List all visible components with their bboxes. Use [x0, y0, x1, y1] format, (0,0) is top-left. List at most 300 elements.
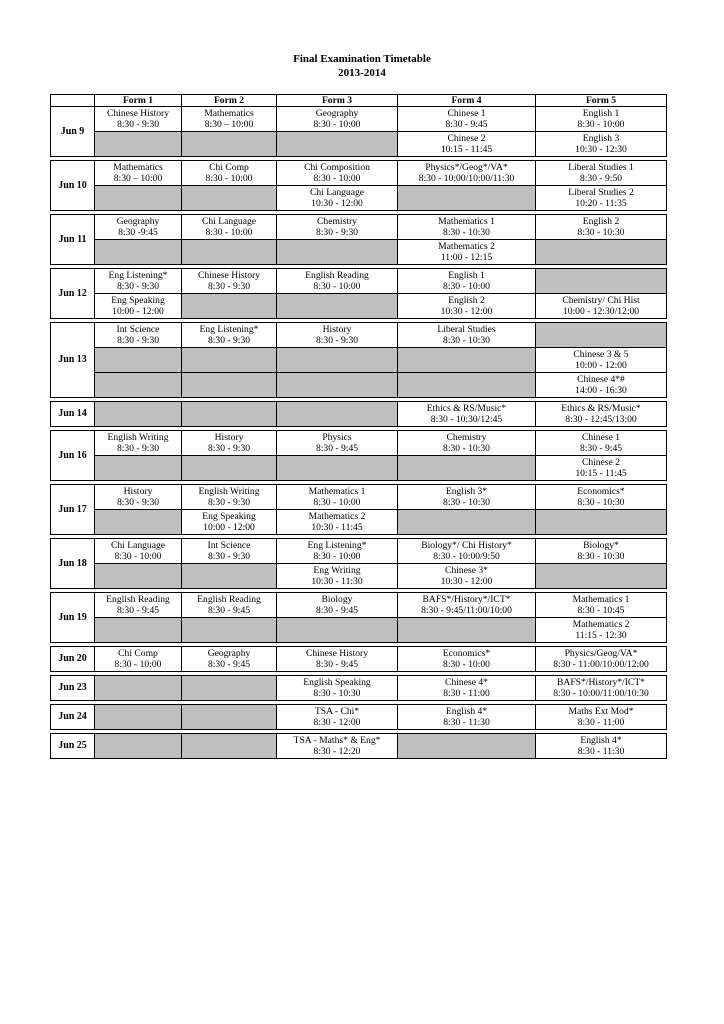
exam-cell: [536, 676, 667, 701]
exam-subject: Physics: [322, 431, 352, 443]
exam-cell: [536, 373, 667, 398]
exam-time: 10:30 - 12:00: [311, 198, 363, 209]
exam-time: 8:30 - 10:30: [443, 227, 490, 238]
table-row: [51, 618, 667, 643]
exam-cell: [536, 539, 667, 564]
table-row: [51, 539, 667, 564]
exam-cell: [398, 705, 536, 730]
table-row: [51, 240, 667, 265]
exam-time: 8:30 - 12:45/13:00: [565, 414, 637, 425]
empty-shaded-cell: [398, 373, 536, 398]
exam-cell: [95, 107, 182, 132]
exam-time: 8:30 - 10:00/10:00/11:30: [418, 173, 515, 184]
date-cell: Jun 9: [51, 107, 95, 157]
exam-time: 8:30 - 10:00: [313, 281, 361, 292]
empty-shaded-cell: [182, 132, 277, 157]
table-row: [51, 647, 667, 672]
table-row: [51, 705, 667, 730]
exam-subject: Chinese 3 & 5: [573, 348, 629, 360]
header-cell-date: [51, 95, 95, 107]
exam-subject: Biology*/ Chi History*: [421, 539, 512, 551]
exam-cell: [536, 485, 667, 510]
exam-subject: History: [123, 485, 153, 497]
exam-time: 8:30 - 9:30: [315, 335, 359, 346]
exam-subject: English Speaking: [303, 676, 371, 688]
exam-time: 8:30 - 10:00: [443, 659, 490, 670]
page-subtitle: 2013-2014: [338, 67, 386, 79]
exam-subject: History: [214, 431, 244, 443]
exam-cell: [398, 593, 536, 618]
exam-time: 10:30 - 12:30: [575, 144, 627, 155]
empty-shaded-cell: [95, 240, 182, 265]
exam-cell: [182, 647, 277, 672]
exam-time: 8:30 - 10:00/9:50: [433, 551, 500, 562]
exam-subject: Chemistry: [317, 215, 357, 227]
exam-time: 8:30 - 9:30: [116, 281, 160, 292]
exam-time: 10:00 - 12:00: [575, 360, 627, 371]
date-cell: Jun 11: [51, 215, 95, 265]
exam-cell: [95, 431, 182, 456]
exam-cell: [536, 618, 667, 643]
table-row: [51, 593, 667, 618]
exam-subject: BAFS*/History*/ICT*: [557, 676, 645, 688]
date-cell: Jun 25: [51, 734, 95, 759]
empty-shaded-cell: [95, 510, 182, 535]
exam-subject: English Writing: [107, 431, 169, 443]
exam-subject: Int Science: [116, 323, 160, 335]
exam-cell: [277, 676, 398, 701]
exam-cell: [398, 215, 536, 240]
date-cell: Jun 12: [51, 269, 95, 319]
exam-time: 8:30 - 9:30: [116, 443, 160, 454]
exam-time: 11:00 - 12:15: [440, 252, 493, 263]
exam-cell: [536, 186, 667, 211]
empty-shaded-cell: [95, 618, 182, 643]
empty-shaded-cell: [277, 373, 398, 398]
table-row: [51, 323, 667, 348]
exam-subject: Mathematics 2: [308, 510, 366, 522]
empty-shaded-cell: [182, 348, 277, 373]
exam-subject: English 3: [582, 132, 620, 144]
exam-time: 8:30 - 9:30: [207, 551, 251, 562]
empty-shaded-cell: [277, 294, 398, 319]
exam-subject: Ethics & RS/Music*: [561, 402, 641, 414]
empty-shaded-cell: [182, 676, 277, 701]
exam-time: 8:30 - 10:00: [114, 551, 162, 562]
empty-shaded-cell: [398, 734, 536, 759]
exam-subject: English 1: [448, 269, 485, 281]
table-row: [51, 564, 667, 589]
exam-cell: [398, 431, 536, 456]
empty-shaded-cell: [95, 402, 182, 427]
table-row: [51, 485, 667, 510]
table-row: [51, 431, 667, 456]
empty-shaded-cell: [277, 618, 398, 643]
date-cell: Jun 20: [51, 647, 95, 672]
date-cell: Jun 17: [51, 485, 95, 535]
exam-time: 10:20 - 11:35: [575, 198, 627, 209]
exam-cell: [95, 485, 182, 510]
exam-cell: [277, 539, 398, 564]
exam-subject: English Reading: [305, 269, 369, 281]
exam-cell: [277, 269, 398, 294]
exam-cell: [182, 510, 277, 535]
exam-time: 8:30 - 9:30: [207, 281, 251, 292]
exam-subject: Mathematics 1: [572, 593, 630, 605]
exam-cell: [398, 269, 536, 294]
header-row: [51, 95, 667, 107]
exam-time: 8:30 - 10:30: [577, 227, 625, 238]
exam-time: 8:30 - 9:45: [207, 659, 251, 670]
empty-shaded-cell: [536, 240, 667, 265]
exam-cell: [398, 676, 536, 701]
empty-shaded-cell: [398, 510, 536, 535]
exam-subject: Economics*: [442, 647, 491, 659]
exam-cell: [277, 431, 398, 456]
exam-time: 8:30 - 10:30: [443, 443, 490, 454]
empty-shaded-cell: [398, 618, 536, 643]
exam-time: 8:30 - 10:00: [313, 497, 361, 508]
timetable-body: [51, 107, 667, 759]
exam-cell: [182, 269, 277, 294]
exam-cell: [95, 161, 182, 186]
empty-shaded-cell: [536, 510, 667, 535]
exam-time: 11:15 - 12:30: [575, 630, 627, 641]
header-cell-form-3: Form 3: [277, 95, 398, 107]
exam-subject: Chinese 4*#: [577, 373, 625, 385]
exam-cell: [398, 107, 536, 132]
exam-subject: English 4*: [445, 705, 488, 717]
date-cell: Jun 23: [51, 676, 95, 701]
empty-shaded-cell: [398, 348, 536, 373]
empty-shaded-cell: [536, 269, 667, 294]
exam-cell: [277, 323, 398, 348]
exam-cell: [536, 431, 667, 456]
exam-timetable: [50, 94, 667, 759]
exam-cell: [536, 402, 667, 427]
exam-time: 8:30 - 9:45: [579, 443, 623, 454]
exam-cell: [277, 161, 398, 186]
empty-shaded-cell: [536, 323, 667, 348]
exam-cell: [398, 564, 536, 589]
exam-subject: Geography: [315, 107, 359, 119]
exam-cell: [277, 485, 398, 510]
exam-subject: Eng Listening*: [108, 269, 168, 281]
exam-time: 8:30 - 9:30: [116, 497, 160, 508]
empty-shaded-cell: [95, 373, 182, 398]
exam-cell: [277, 510, 398, 535]
table-row: [51, 734, 667, 759]
exam-subject: Mathematics 1: [308, 485, 366, 497]
table-row: [51, 161, 667, 186]
exam-time: 8:30 - 9:30: [315, 227, 359, 238]
table-row: [51, 186, 667, 211]
table-row: [51, 132, 667, 157]
exam-subject: Chinese 1: [581, 431, 621, 443]
exam-time: 8:30 - 11:00/10:00/12:00: [553, 659, 649, 670]
empty-shaded-cell: [277, 456, 398, 481]
exam-subject: Maths Ext Mod*: [568, 705, 634, 717]
exam-time: 8:30 - 9:50: [579, 173, 623, 184]
exam-time: 10:15 - 11:45: [440, 144, 493, 155]
exam-cell: [277, 215, 398, 240]
exam-cell: [536, 456, 667, 481]
exam-time: 10:00 - 12:00: [112, 306, 164, 317]
exam-subject: Chinese History: [197, 269, 261, 281]
exam-subject: English Writing: [198, 485, 260, 497]
exam-cell: [398, 161, 536, 186]
exam-cell: [398, 323, 536, 348]
exam-subject: Eng Writing: [313, 564, 361, 576]
exam-time: 8:30 - 9:45: [445, 119, 488, 130]
exam-subject: Chinese History: [106, 107, 170, 119]
exam-subject: History: [322, 323, 352, 335]
exam-subject: Liberal Studies 2: [568, 186, 634, 198]
exam-subject: Chinese History: [305, 647, 369, 659]
exam-subject: TSA - Chi*: [314, 705, 360, 717]
exam-subject: Ethics & RS/Music*: [426, 402, 507, 414]
exam-time: 8:30 - 9:45: [116, 605, 160, 616]
exam-cell: [536, 348, 667, 373]
header-cell-form-2: Form 2: [182, 95, 277, 107]
exam-time: 10:30 - 12:00: [440, 306, 493, 317]
empty-shaded-cell: [277, 240, 398, 265]
exam-cell: [277, 734, 398, 759]
exam-time: 8:30 - 9:30: [207, 443, 251, 454]
table-row: [51, 215, 667, 240]
exam-subject: Biology*: [583, 539, 619, 551]
table-row: [51, 402, 667, 427]
exam-time: 8:30 - 10:00: [443, 281, 490, 292]
exam-subject: Eng Listening*: [307, 539, 367, 551]
exam-cell: [536, 734, 667, 759]
exam-time: 8:30 - 9:45/11:00/10:00: [421, 605, 512, 616]
exam-cell: [398, 132, 536, 157]
empty-shaded-cell: [95, 734, 182, 759]
date-cell: Jun 14: [51, 402, 95, 427]
table-row: [51, 294, 667, 319]
exam-cell: [182, 323, 277, 348]
exam-time: 8:30 - 10:00: [313, 173, 361, 184]
exam-subject: English 1: [582, 107, 620, 119]
header-cell-form-5: Form 5: [536, 95, 667, 107]
exam-subject: Mathematics: [204, 107, 254, 119]
exam-cell: [277, 705, 398, 730]
table-row: [51, 456, 667, 481]
exam-subject: Chinese 2: [447, 132, 486, 144]
empty-shaded-cell: [95, 456, 182, 481]
exam-subject: Economics*: [577, 485, 625, 497]
exam-subject: Liberal Studies 1: [568, 161, 634, 173]
exam-cell: [95, 294, 182, 319]
exam-time: 14:00 - 16:30: [575, 385, 627, 396]
exam-cell: [95, 269, 182, 294]
exam-subject: Mathematics: [113, 161, 163, 173]
exam-time: 8:30 - 10:00: [205, 173, 253, 184]
empty-shaded-cell: [95, 676, 182, 701]
exam-time: 10:15 - 11:45: [575, 468, 627, 479]
exam-subject: Chemistry: [446, 431, 487, 443]
exam-subject: Chi Composition: [304, 161, 370, 173]
empty-shaded-cell: [95, 186, 182, 211]
empty-shaded-cell: [182, 564, 277, 589]
exam-time: 10:00 - 12:30/12:00: [562, 306, 640, 317]
exam-subject: Chi Language: [309, 186, 365, 198]
empty-shaded-cell: [398, 186, 536, 211]
exam-cell: [398, 294, 536, 319]
date-cell: Jun 16: [51, 431, 95, 481]
exam-subject: English 4*: [580, 734, 622, 746]
exam-cell: [398, 240, 536, 265]
exam-subject: Physics*/Geog*/VA*: [425, 161, 508, 173]
exam-subject: Chinese 1: [447, 107, 486, 119]
empty-shaded-cell: [536, 564, 667, 589]
date-cell: Jun 24: [51, 705, 95, 730]
exam-cell: [398, 539, 536, 564]
exam-subject: Chinese 3*: [445, 564, 488, 576]
exam-cell: [536, 593, 667, 618]
exam-time: 8:30 – 10:00: [113, 173, 163, 184]
exam-subject: Mathematics 1: [438, 215, 495, 227]
exam-subject: Geography: [116, 215, 160, 227]
empty-shaded-cell: [95, 132, 182, 157]
exam-subject: Int Science: [207, 539, 251, 551]
empty-shaded-cell: [95, 705, 182, 730]
exam-time: 8:30 - 11:30: [443, 717, 490, 728]
empty-shaded-cell: [277, 402, 398, 427]
empty-shaded-cell: [277, 348, 398, 373]
exam-cell: [182, 593, 277, 618]
header-cell-form-1: Form 1: [95, 95, 182, 107]
exam-cell: [536, 107, 667, 132]
exam-cell: [277, 186, 398, 211]
exam-cell: [182, 107, 277, 132]
exam-time: 8:30 - 10:00/11:00/10:30: [553, 688, 649, 699]
exam-subject: English 3*: [445, 485, 488, 497]
empty-shaded-cell: [182, 373, 277, 398]
empty-shaded-cell: [182, 294, 277, 319]
exam-cell: [536, 132, 667, 157]
empty-shaded-cell: [182, 705, 277, 730]
exam-subject: Chi Language: [110, 539, 166, 551]
exam-cell: [182, 161, 277, 186]
exam-time: 8:30 - 10:00: [313, 551, 361, 562]
exam-time: 8:30 - 10:30: [443, 497, 490, 508]
exam-cell: [95, 647, 182, 672]
exam-subject: Mathematics 2: [572, 618, 630, 630]
exam-cell: [398, 485, 536, 510]
table-row: [51, 373, 667, 398]
exam-subject: English Reading: [106, 593, 170, 605]
exam-cell: [277, 564, 398, 589]
exam-subject: Eng Speaking: [111, 294, 165, 306]
exam-time: 8:30 - 9:30: [116, 119, 160, 130]
table-row: [51, 348, 667, 373]
exam-time: 8:30 - 10:00: [313, 119, 361, 130]
exam-cell: [182, 431, 277, 456]
exam-cell: [182, 539, 277, 564]
exam-time: 10:30 - 12:00: [440, 576, 493, 587]
empty-shaded-cell: [182, 186, 277, 211]
exam-time: 8:30 - 10:00: [114, 659, 162, 670]
date-cell: Jun 18: [51, 539, 95, 589]
empty-shaded-cell: [182, 402, 277, 427]
date-cell: Jun 19: [51, 593, 95, 643]
exam-time: 8:30 - 10:30: [577, 497, 625, 508]
exam-time: 8:30 - 11:00: [443, 688, 490, 699]
empty-shaded-cell: [182, 618, 277, 643]
date-cell: Jun 10: [51, 161, 95, 211]
exam-time: 8:30 - 10:30: [313, 688, 361, 699]
exam-subject: Liberal Studies: [437, 323, 496, 335]
exam-subject: Chi Language: [201, 215, 257, 227]
exam-subject: Geography: [207, 647, 251, 659]
exam-subject: English 2: [448, 294, 485, 306]
exam-subject: Chemistry/ Chi Hist: [562, 294, 640, 306]
exam-time: 8:30 – 10:00: [204, 119, 254, 130]
empty-shaded-cell: [182, 734, 277, 759]
exam-cell: [277, 593, 398, 618]
exam-time: 8:30 - 10:30: [577, 551, 625, 562]
exam-subject: Physics/Geog/VA*: [564, 647, 638, 659]
exam-subject: BAFS*/History*/ICT*: [422, 593, 511, 605]
date-cell: Jun 13: [51, 323, 95, 398]
table-row: [51, 107, 667, 132]
exam-cell: [536, 161, 667, 186]
exam-time: 8:30 - 9:45: [207, 605, 251, 616]
exam-subject: Chinese 2: [581, 456, 621, 468]
exam-subject: TSA - Maths* & Eng*: [293, 734, 381, 746]
exam-time: 8:30 - 9:30: [207, 497, 251, 508]
exam-time: 8:30 - 12:20: [313, 746, 361, 757]
exam-cell: [277, 647, 398, 672]
exam-cell: [398, 402, 536, 427]
exam-cell: [398, 647, 536, 672]
exam-cell: [95, 215, 182, 240]
exam-cell: [95, 323, 182, 348]
exam-time: 8:30 - 10:30: [443, 335, 490, 346]
page-title: Final Examination Timetable: [293, 53, 431, 65]
exam-cell: [536, 294, 667, 319]
exam-subject: English Reading: [197, 593, 261, 605]
exam-time: 8:30 - 9:45: [315, 605, 359, 616]
exam-time: 8:30 - 9:45: [315, 659, 359, 670]
exam-time: 8:30 - 10:45: [577, 605, 625, 616]
empty-shaded-cell: [398, 456, 536, 481]
exam-subject: English 2: [582, 215, 620, 227]
empty-shaded-cell: [182, 240, 277, 265]
exam-time: 8:30 - 9:45: [315, 443, 359, 454]
header-cell-form-4: Form 4: [398, 95, 536, 107]
empty-shaded-cell: [277, 132, 398, 157]
exam-time: 10:00 - 12:00: [203, 522, 255, 533]
exam-subject: Eng Speaking: [202, 510, 256, 522]
exam-cell: [536, 705, 667, 730]
table-row: [51, 510, 667, 535]
empty-shaded-cell: [95, 564, 182, 589]
exam-cell: [536, 215, 667, 240]
exam-time: 10:30 - 11:30: [311, 576, 363, 587]
exam-time: 8:30 - 10:00: [577, 119, 625, 130]
exam-time: 10:30 - 11:45: [311, 522, 363, 533]
exam-time: 8:30 - 9:30: [207, 335, 251, 346]
exam-time: 8:30 - 10:00: [205, 227, 253, 238]
exam-cell: [536, 647, 667, 672]
exam-cell: [95, 539, 182, 564]
empty-shaded-cell: [95, 348, 182, 373]
exam-time: 8:30 - 11:30: [577, 746, 625, 757]
exam-time: 8:30 - 10:30/12:45: [430, 414, 503, 425]
